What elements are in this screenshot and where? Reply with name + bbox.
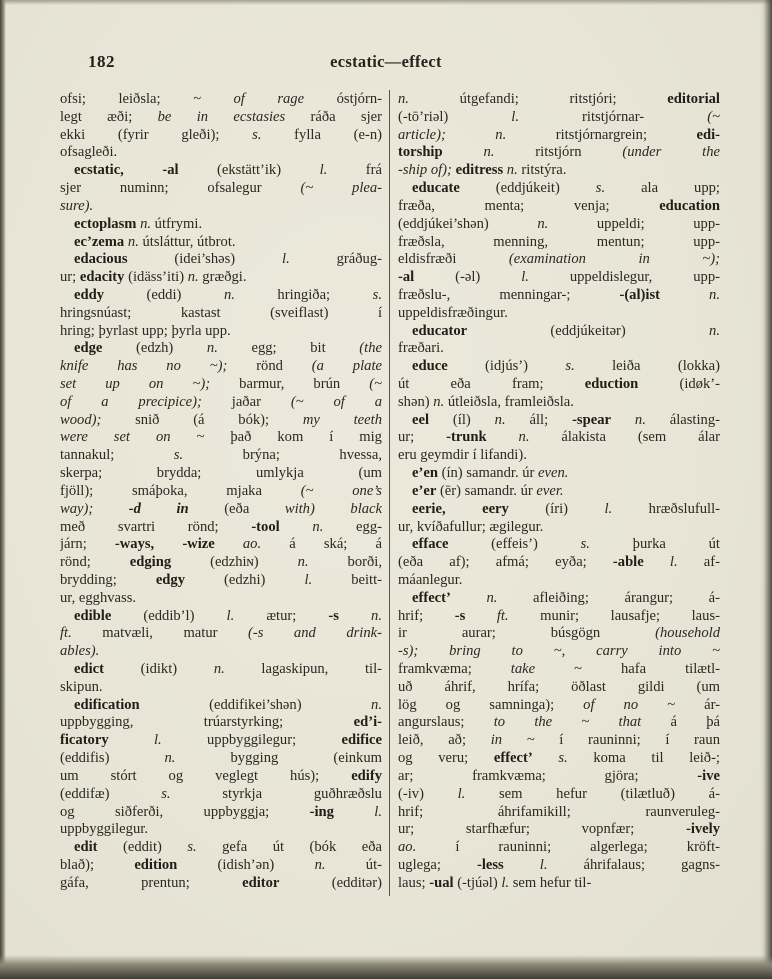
text-line: ficatory l. uppbyggilegur; edifice [60,732,382,749]
text-line: uglega; -less l. áhrifalaus; gagns- [398,856,720,873]
text-line: járn; -ways, -wize ao. á ská; á [60,536,382,553]
text-line: edacious (idei’shəs) l. gráðug- [74,251,382,268]
text-line: um stórt og veglegt hús); edify [60,767,382,784]
text-line: rönd; edging (edzhiɴ) n. borði, [60,554,382,571]
text-line: knife has no ~); rönd (a plate [60,358,382,375]
scan-edge-bottom [0,955,772,979]
text-line: fræðslu-, menningar-; -(al)ist n. [398,286,720,303]
text-line: torship n. ritstjórn (under the [398,144,720,161]
text-line: effect’ n. afleiðing; árangur; á- [412,589,720,606]
text-line: efface (effeis’) s. þurka út [412,536,720,553]
text-line: set up on ~); barmur, brún (~ [60,376,382,392]
text-line: fræðsla, menning, mentun; upp- [398,233,720,250]
text-line: eldisfræði (examination in ~); [398,251,720,268]
text-line: skipun. [60,678,103,695]
scan-edge-top [0,0,772,5]
text-line: og siðferði, uppbyggja; -ing l. [60,803,382,820]
left-column [60,91,382,893]
text-line: e’en (ín) samandr. úr even. [412,465,569,482]
text-line: brydding; edgy (edzhi) l. beitt- [60,571,382,588]
text-line: ec’zema n. útsláttur, útbrot. [74,233,236,250]
text-line: sjer numinn; ofsalegur (~ plea- [60,180,382,197]
text-line: ao. í rauninni; algerlega; kröft- [398,839,720,856]
text-line: sure). [60,197,94,214]
text-line: n. útgefandi; ritstjóri; editorial [398,91,720,107]
text-line: legt æði; be in ecstasies ráða sjer [60,108,382,125]
text-line: (eða af); afmá; eyða; -able l. af- [398,554,720,571]
text-line: edification (eddifikei’shən) n. [74,696,382,713]
text-line: uppeldisfræðingur. [398,304,508,321]
text-line: hrif; -s ft. munir; lausafje; laus- [398,607,720,624]
text-line: educator (eddjúkeitər) n. [412,322,720,339]
text-line: -al (-əl) l. uppeldislegur, upp- [398,269,720,286]
text-line: ofsi; leiðsla; ~ of rage óstjórn- [60,91,382,107]
text-line: ur; edacity (idäss’iti) n. græðgi. [60,269,247,286]
text-line: fræða, menta; venja; education [398,197,720,214]
text-line: educe (idjús’) s. leiða (lokka) [412,358,720,375]
text-line: educate (eddjúkeit) s. ala upp; [412,180,720,197]
text-line: edge (edzh) n. egg; bit (the [74,340,382,357]
text-line: ft. matvæli, matur (-s and drink- [60,625,382,642]
text-line: ables). [60,643,100,660]
text-line: way); -d in (eða with) black [60,500,382,517]
text-line: ar; framkvæma; gjöra; -ive [398,767,720,784]
text-line: (-iv) l. sem hefur (tilætluð) á- [398,785,720,802]
text-line: hring; þyrlast upp; þyrla upp. [60,322,231,339]
text-line: uppbyggilegur. [60,821,148,838]
text-line: edit (eddit) s. gefa út (bók eða [74,839,382,856]
page-number: 182 [88,52,115,71]
right-column [398,91,720,893]
text-line: leið, að; in ~ í rauninni; í raun [398,732,720,749]
text-line: ofsagleði. [60,144,118,161]
text-line: tannakul; s. brýna; hvessa, [60,447,382,464]
scan-edge-left [0,0,6,979]
text-line: -ship of); editress n. ritstýra. [398,162,567,179]
text-line: were set on ~ það kom í mig [60,429,382,446]
text-line: hringsnúast; kastast (sveiflast) í [60,304,382,321]
text-line: fræðari. [398,340,444,357]
text-line: hrif; áhrifamikill; raunveruleg- [398,803,720,820]
page-header [0,52,772,76]
text-line: ur; starfhæfur; vopnfær; -ively [398,821,720,838]
page-header-title: ecstatic—effect [330,52,442,71]
text-line: skerpa; brydda; umlykja (um [60,465,382,482]
text-line: fjöll); smáþoka, mjaka (~ one’s [60,482,382,499]
text-line: eerie, eery (íri) l. hræðslufull- [412,500,720,517]
text-line: ur, egghvass. [60,589,137,606]
text-line: ecstatic, -al (ekstätt’ik) l. frá [74,162,382,179]
text-line: lög og samninga); of no ~ ár- [398,696,720,713]
text-line: edible (eddib’l) l. ætur; -s n. [74,607,382,624]
text-line: framkvæma; take ~ hafa tilætl- [398,661,720,677]
text-line: ectoplasm n. útfrymi. [74,215,203,232]
text-line: máanlegur. [398,571,463,588]
text-line: ir aurar; búsgögn (household [398,625,720,642]
text-line: (eddifæ) s. styrkja guðhræðslu [60,785,382,802]
text-line: laus; -ual (-tjúəl) l. sem hefur til- [398,874,592,891]
text-line: út eða fram; eduction (idøk’- [398,376,720,392]
text-line: angurslaus; to the ~ that á þá [398,714,720,731]
text-line: e’er (ēr) samandr. úr ever. [412,482,564,499]
text-line: (-tō’riəl) l. ritstjórnar- (~ [398,108,720,125]
text-line: of a precipice); jaðar (~ of a [60,393,382,410]
text-line: -s); bring to ~, carry into ~ [398,643,720,660]
column-divider-rule [389,90,390,896]
text-line: ekki (fyrir gleði); s. fylla (e-n) [60,126,382,143]
text-line: (eddjúkei’shən) n. uppeldi; upp- [398,215,720,232]
text-line: eel (íl) n. áll; -spear n. álasting- [412,411,720,428]
text-line: (eddifis) n. bygging (einkum [60,750,382,767]
text-line: og veru; effect’ s. koma til leið-; [398,750,720,767]
text-line: blað); edition (idish’ən) n. út- [60,856,382,873]
text-line: edict (idikt) n. lagaskipun, til- [74,661,382,677]
text-line: article); n. ritstjórnargrein; edi- [398,126,720,143]
text-line: með svartri rönd; -tool n. egg- [60,518,382,535]
scan-edge-right [760,0,772,979]
text-line: gáfa, prentun; editor (edditər) [60,874,382,891]
text-line: shən) n. útleiðsla, framleiðsla. [398,393,574,410]
text-line: eru geymdir í lifandi). [398,447,527,464]
text-line: wood); snið (á bók); my teeth [60,411,382,428]
text-line: ur; -trunk n. álakista (sem álar [398,429,720,446]
text-line: uð áhrif, hrífa; öðlast gildi (um [398,678,720,695]
text-line: eddy (eddi) n. hringiða; s. [74,286,382,303]
text-line: ur, kvíðafullur; ægilegur. [398,518,544,535]
text-line: uppbygging, trúarstyrking; ed’i- [60,714,382,731]
